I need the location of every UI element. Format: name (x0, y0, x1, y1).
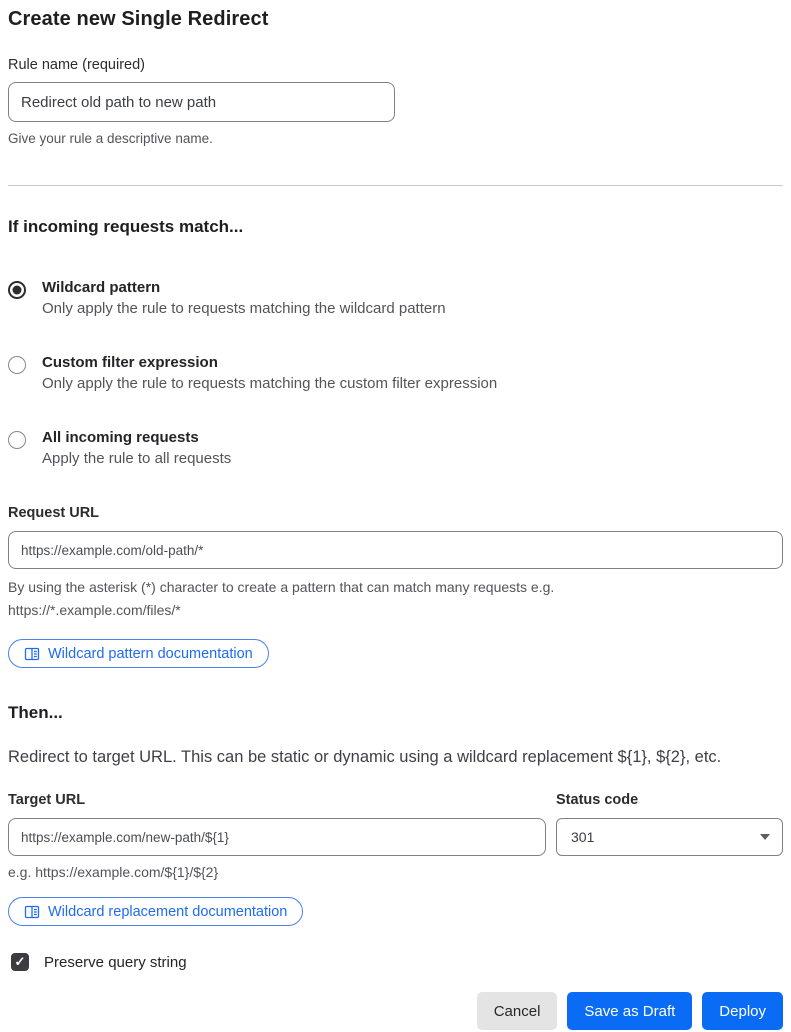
radio-unselected-icon[interactable] (8, 431, 26, 449)
section-divider (8, 185, 783, 186)
match-type-radio-group (8, 279, 783, 467)
rule-name-field (8, 56, 783, 150)
target-url-helper: e.g. https://example.com/${1}/${2} (8, 864, 219, 880)
then-section-heading: Then... (8, 703, 63, 722)
request-url-field (8, 504, 783, 622)
book-icon (24, 646, 40, 662)
wildcard-pattern-documentation-button[interactable] (8, 639, 269, 668)
request-url-label: Request URL (8, 505, 100, 521)
doc-button-label: Wildcard pattern documentation (48, 645, 253, 662)
radio-selected-icon[interactable] (8, 281, 26, 299)
target-url-status-row (8, 791, 783, 856)
radio-option-custom-filter-expression[interactable] (8, 354, 783, 392)
match-section-heading: If incoming requests match... (8, 217, 244, 236)
deploy-button[interactable]: Deploy (702, 992, 783, 1030)
request-url-helper-line1: By using the asterisk (*) character to create a pattern that can match many requests e.g. (8, 579, 555, 595)
rule-name-helper: Give your rule a descriptive name. (8, 131, 213, 146)
rule-name-input[interactable] (8, 82, 395, 122)
radio-option-wildcard-pattern[interactable] (8, 279, 783, 317)
preserve-query-string-label: Preserve query string (44, 953, 187, 971)
target-url-label: Target URL (8, 792, 86, 808)
radio-description: Apply the rule to all requests (42, 450, 232, 467)
cancel-button[interactable]: Cancel (477, 992, 558, 1030)
request-url-input[interactable] (8, 531, 783, 569)
request-url-helper (8, 576, 783, 622)
radio-option-all-incoming-requests[interactable] (8, 429, 783, 467)
doc-button-label: Wildcard replacement documentation (48, 903, 288, 920)
rule-name-label: Rule name (required) (8, 57, 146, 73)
then-section-description: Redirect to target URL. This can be static or dynamic using a wildcard replacement ${1}, ${2}, etc. (8, 748, 722, 766)
request-url-helper-line2: https://*.example.com/files/* (8, 602, 181, 618)
target-url-field (8, 791, 546, 856)
radio-description: Only apply the rule to requests matching the wildcard pattern (42, 300, 446, 317)
page-title: Create new Single Redirect (8, 8, 269, 30)
status-code-select[interactable] (556, 818, 783, 856)
wildcard-replacement-documentation-button[interactable] (8, 897, 303, 926)
radio-unselected-icon[interactable] (8, 356, 26, 374)
radio-label: Custom filter expression (42, 354, 218, 371)
radio-label: Wildcard pattern (42, 279, 161, 296)
preserve-query-string-row[interactable] (11, 953, 783, 971)
chevron-down-icon (760, 834, 770, 840)
save-as-draft-button[interactable]: Save as Draft (567, 992, 692, 1030)
target-url-input[interactable] (8, 818, 546, 856)
footer-actions (8, 992, 783, 1030)
radio-description: Only apply the rule to requests matching the custom filter expression (42, 375, 498, 392)
status-code-value: 301 (571, 829, 595, 845)
status-code-field (556, 791, 783, 856)
book-icon (24, 904, 40, 920)
radio-label: All incoming requests (42, 429, 199, 446)
checkbox-checked-icon[interactable]: ✓ (11, 953, 29, 971)
status-code-label: Status code (556, 792, 639, 808)
